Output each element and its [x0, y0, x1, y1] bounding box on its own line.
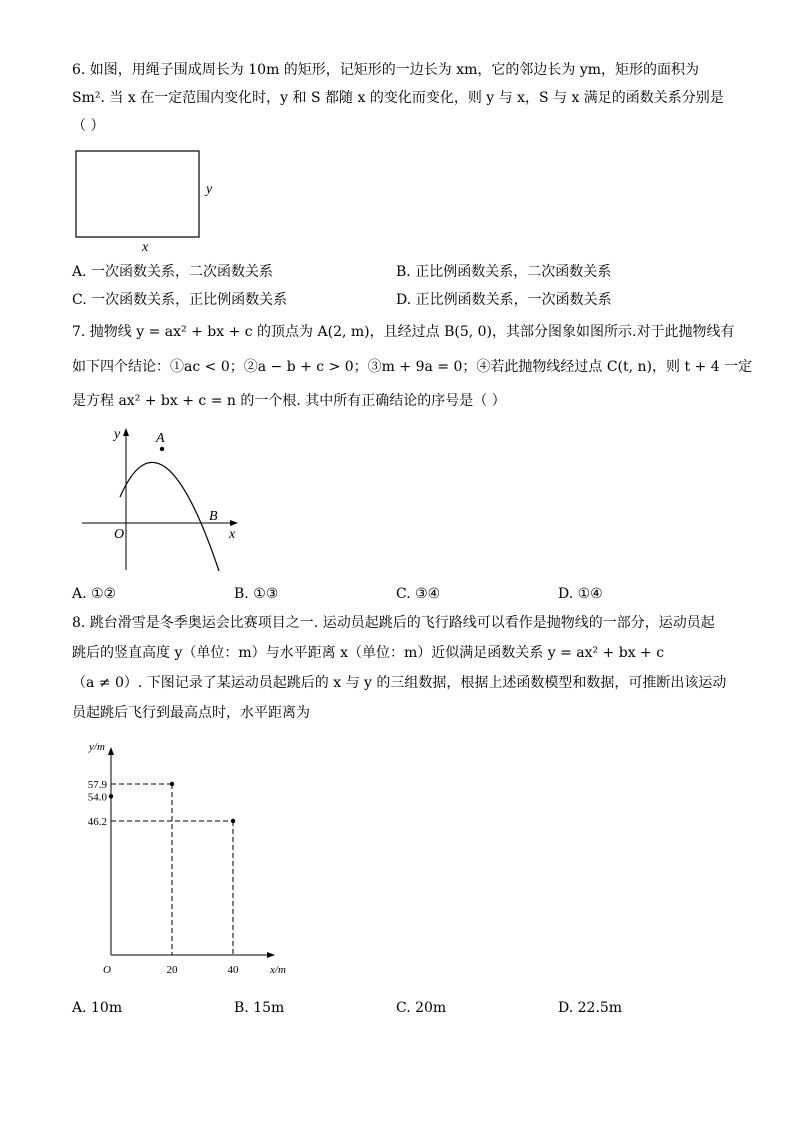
q7-point-a — [160, 447, 164, 451]
q7-parabola-curve — [120, 462, 219, 571]
q7-text-line2: 如下四个结论：①ac < 0；②a − b + c > 0；③m + 9a = 0；④若此抛物线经过点 C(t, n)，则 t + 4 一定 — [72, 359, 753, 375]
q8-text-line2: 跳后的竖直高度 y（单位：m）与水平距离 x（单位：m）近似满足函数关系 y = ax² + bx + c — [72, 645, 665, 661]
q8-y-tick-label-1: 54.0 — [87, 791, 107, 804]
q8-option-b: B. 15m — [234, 1000, 285, 1016]
q7-option-c: C. ③④ — [396, 586, 441, 602]
q8-text-line4: 员起跳后飞行到最高点时，水平距离为 — [72, 705, 310, 721]
q7-label-b: B — [209, 509, 218, 524]
q6-text-line1: 6. 如图，用绳子围成周长为 10m 的矩形，记矩形的一边长为 xm，它的邻边长为 ym，矩形的面积为 — [72, 62, 700, 78]
q7-label-y: y — [114, 427, 121, 442]
q7-text-line1: 7. 抛物线 y = ax² + bx + c 的顶点为 A(2, m)，且经过点 B(5, 0)，其部分图象如图所示.对于此抛物线有 — [72, 324, 735, 340]
q7-label-o: O — [114, 527, 125, 542]
q8-y-tick-label-0: 57.9 — [87, 779, 107, 791]
q7-label-a: A — [156, 431, 165, 446]
q8-point-2 — [231, 819, 235, 823]
q7-option-a: A. ①② — [72, 586, 117, 602]
q8-chart — [70, 735, 310, 980]
q8-option-d: D. 22.5m — [558, 1000, 623, 1016]
q7-x-axis-arrow — [230, 520, 238, 526]
q8-point-0 — [109, 794, 113, 798]
q8-text-line1: 8. 跳台滑雪是冬季奥运会比赛项目之一. 运动员起跳后的飞行路线可以看作是抛物线的一部分，运动员起 — [72, 615, 715, 631]
q6-option-b: B. 正比例函数关系，二次函数关系 — [396, 264, 612, 280]
q6-text-line2: Sm². 当 x 在一定范围内变化时，y 和 S 都随 x 的变化而变化，则 y 与 x，S 与 x 满足的函数关系分别是 — [72, 90, 724, 106]
q6-option-d: D. 正比例函数关系，一次函数关系 — [396, 292, 612, 308]
q8-option-a: A. 10m — [72, 1000, 123, 1016]
q8-y-axis-label: y/m — [89, 741, 105, 753]
q7-option-b: B. ①③ — [234, 586, 279, 602]
q8-x-tick-label-1: 40 — [227, 964, 239, 976]
q6-option-a: A. 一次函数关系，二次函数关系 — [72, 264, 274, 280]
q8-point-1 — [170, 782, 174, 786]
q7-y-axis-arrow — [123, 428, 129, 436]
q6-rectangle-figure — [70, 145, 230, 255]
q8-option-c: C. 20m — [396, 1000, 447, 1016]
q8-x-tick-label-0: 20 — [166, 964, 178, 976]
q8-x-axis-arrow — [267, 952, 275, 958]
q6-text-line3: （ ） — [72, 118, 105, 134]
q8-y-axis-arrow — [108, 747, 114, 755]
q8-y-tick-label-2: 46.2 — [87, 816, 107, 828]
q6-label-y: y — [206, 182, 213, 197]
q6-label-x: x — [142, 240, 149, 255]
q7-text-line3: 是方程 ax² + bx + c = n 的一个根. 其中所有正确结论的序号是（ ） — [72, 393, 506, 409]
q7-parabola-figure — [76, 420, 256, 575]
q8-origin-label: O — [103, 964, 111, 976]
q8-text-line3: （a ≠ 0）. 下图记录了某运动员起跳后的 x 与 y 的三组数据，根据上述函数模型和数据，可推断出该运动 — [72, 675, 727, 691]
q7-option-d: D. ①④ — [558, 586, 603, 602]
q6-option-c: C. 一次函数关系，正比例函数关系 — [72, 292, 288, 308]
q7-label-x: x — [229, 527, 236, 542]
q8-x-axis-label: x/m — [270, 964, 286, 976]
q6-rectangle — [76, 151, 199, 237]
